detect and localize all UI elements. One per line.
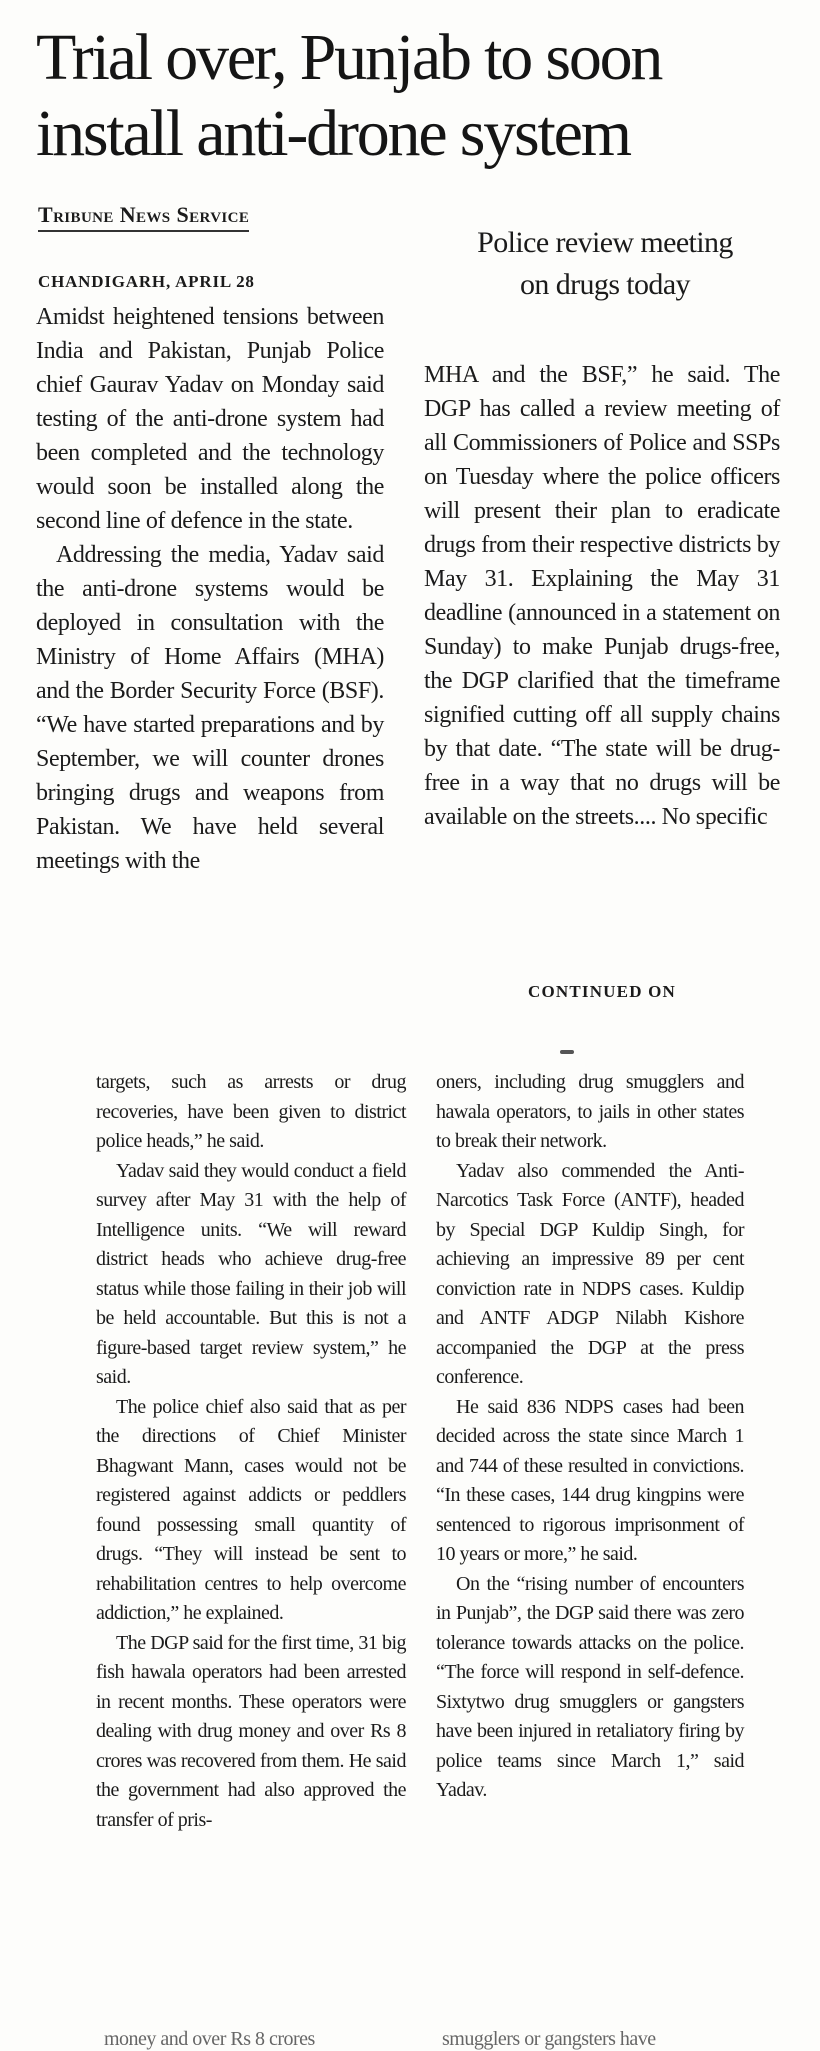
paragraph: The DGP said for the first time, 31 big fish hawala operators had been arrested in recent months. These operators were dealing with drug money and over Rs 8 crores was recovered from them. He said the government had also approved the transfer of pris-	[96, 1631, 406, 1831]
sidebar-headline	[420, 222, 790, 306]
cut-off-text-line: smugglers or gangsters have	[442, 2028, 656, 2050]
article-column-4	[436, 1068, 744, 1806]
article-column-2	[424, 358, 780, 834]
paragraph: On the “rising number of encounters in Punjab”, the DGP said there was zero tolerance towards attacks on the police. “The force will respond in self-defence. Sixtytwo drug smugglers or gangsters have been injured in retaliatory firing by police teams since March 1,” said Yadav.	[436, 1572, 744, 1801]
paragraph: MHA and the BSF,” he said. The DGP has called a review meeting of all Commissioners of Police and SSPs on Tuesday where the police officers will present their plan to eradicate drugs from their respective districts by May 31. Explaining the May 31 deadline (announced in a statement on Sunday) to make Punjab drugs-free, the DGP clarified that the timeframe signified cutting off all supply chains by that date. “The state will be drug-free in a way that no drugs will be available on the streets.... No specific	[424, 362, 780, 830]
continued-on-label: CONTINUED ON	[527, 982, 677, 1001]
divider-mark	[560, 1050, 574, 1054]
headline-line-1: Trial over, Punjab to soon	[36, 21, 662, 94]
sidebar-headline-line-1: Police review meeting	[477, 226, 733, 259]
paragraph: Yadav said they would conduct a field survey after May 31 with the help of Intelligence units. “We will reward district heads who achieve drug-free status while those failing in their job will be held accountable. But this is not a figure-based target review system,” he said.	[96, 1159, 406, 1388]
paragraph: Addressing the media, Yadav said the anti-drone systems would be deployed in consultation with the Ministry of Home Affairs (MHA) and the Border Security Force (BSF). “We have started preparations and by September, we will counter drones bringing drugs and weapons from Pakistan. We have held several meetings with the	[36, 542, 384, 874]
paragraph: The police chief also said that as per the directions of Chief Minister Bhagwant Mann, cases would not be registered against addicts or peddlers found possessing small quantity of drugs. “They will instead be sent to rehabilitation centres to help overcome addiction,” he explained.	[96, 1395, 406, 1624]
cut-off-text-line: money and over Rs 8 crores	[104, 2028, 315, 2050]
paragraph: He said 836 NDPS cases had been decided across the state since March 1 and 744 of these resulted in convictions. “In these cases, 144 drug kingpins were sentenced to rigorous imprisonment of 10 years or more,” he said.	[436, 1395, 744, 1565]
headline	[36, 20, 796, 172]
paragraph: oners, including drug smugglers and hawala operators, to jails in other states to break their network.	[436, 1071, 744, 1152]
article-column-3	[96, 1068, 406, 1835]
sidebar-headline-line-2: on drugs today	[520, 268, 690, 301]
paragraph: Yadav also commended the Anti-Narcotics Task Force (ANTF), headed by Special DGP Kuldip Singh, for achieving an impressive 89 per cent conviction rate in NDPS cases. Kuldip and ANTF ADGP Nilabh Kishore accompanied the DGP at the press conference.	[436, 1159, 744, 1388]
article-column-1	[36, 300, 384, 878]
headline-line-2: install anti-drone system	[36, 97, 630, 170]
paragraph: targets, such as arrests or drug recoveries, have been given to district police heads,” he said.	[96, 1071, 406, 1152]
paragraph: Amidst heightened tensions between India and Pakistan, Punjab Police chief Gaurav Yadav on Monday said testing of the anti-drone system had been completed and the technology would soon be installed along the second line of defence in the state.	[36, 304, 384, 534]
byline: Tribune News Service	[38, 202, 249, 232]
dateline: CHANDIGARH, APRIL 28	[38, 272, 255, 291]
